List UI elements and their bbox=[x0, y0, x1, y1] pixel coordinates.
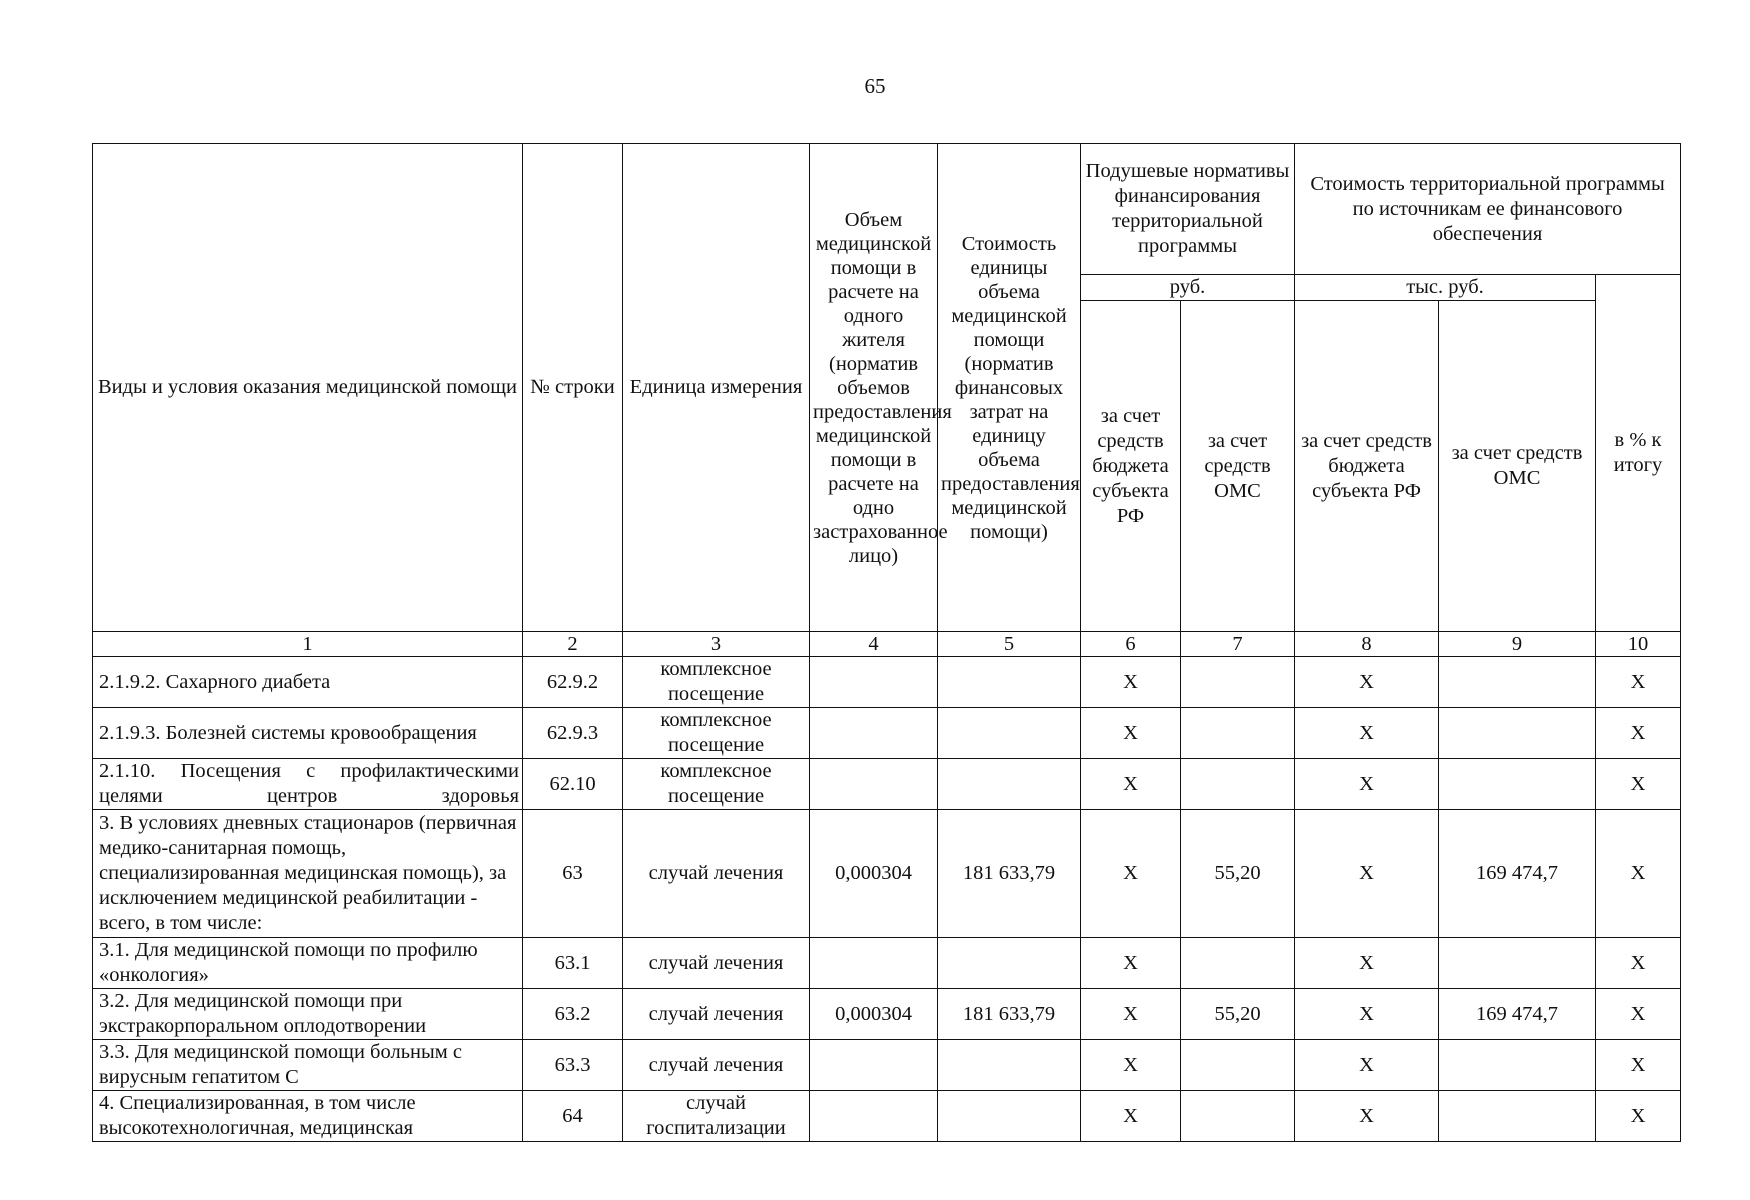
table-header bbox=[93, 144, 1681, 657]
row-unit-cost: 181 633,79 bbox=[938, 810, 1081, 938]
column-number: 9 bbox=[1439, 632, 1596, 657]
row-name: 3.1. Для медицинской помощи по профилю «онкология» bbox=[93, 938, 523, 989]
column-number: 2 bbox=[523, 632, 623, 657]
row-line: 62.10 bbox=[523, 759, 623, 810]
row-percent: X bbox=[1596, 708, 1681, 759]
row-unit: случай госпитализации bbox=[623, 1091, 810, 1142]
row-unit: случай лечения bbox=[623, 810, 810, 938]
row-cost-budget: X bbox=[1295, 759, 1439, 810]
column-number: 3 bbox=[623, 632, 810, 657]
row-cost-oms bbox=[1439, 657, 1596, 708]
header-unit-thousand-rub: тыс. руб. bbox=[1295, 275, 1596, 301]
row-volume bbox=[810, 1091, 938, 1142]
row-pc-oms bbox=[1181, 657, 1295, 708]
financing-table bbox=[92, 143, 1681, 1142]
header-unit: Единица измерения bbox=[623, 144, 810, 632]
table-row bbox=[93, 1040, 1681, 1091]
table-body bbox=[93, 657, 1681, 1142]
row-pc-budget: X bbox=[1081, 657, 1181, 708]
row-volume bbox=[810, 938, 938, 989]
row-unit: комплексное посещение bbox=[623, 657, 810, 708]
row-volume: 0,000304 bbox=[810, 810, 938, 938]
row-percent: X bbox=[1596, 989, 1681, 1040]
row-name: 3. В условиях дневных стационаров (первичная медико-санитарная помощь, специализированная медицинская помощь), за исключением медицинской реабилитации - всего, в том числе: bbox=[93, 810, 523, 938]
column-number: 5 bbox=[938, 632, 1081, 657]
table-row bbox=[93, 657, 1681, 708]
row-line: 63.2 bbox=[523, 989, 623, 1040]
row-volume: 0,000304 bbox=[810, 989, 938, 1040]
header-cost-budget: за счет средств бюджета субъекта РФ bbox=[1295, 301, 1439, 632]
row-percent: X bbox=[1596, 759, 1681, 810]
row-percent: X bbox=[1596, 1091, 1681, 1142]
row-pc-oms bbox=[1181, 1091, 1295, 1142]
row-pc-budget: X bbox=[1081, 989, 1181, 1040]
row-unit-cost bbox=[938, 759, 1081, 810]
header-per-capita-budget: за счет средств бюджета субъекта РФ bbox=[1081, 301, 1181, 632]
header-line-number: № строки bbox=[523, 144, 623, 632]
row-name: 2.1.10. Посещения с профилактическими целями центров здоровья bbox=[93, 759, 523, 810]
row-cost-oms bbox=[1439, 759, 1596, 810]
table-row bbox=[93, 938, 1681, 989]
row-pc-oms bbox=[1181, 938, 1295, 989]
row-cost-budget: X bbox=[1295, 810, 1439, 938]
column-number: 7 bbox=[1181, 632, 1295, 657]
row-unit-cost bbox=[938, 938, 1081, 989]
row-cost-oms bbox=[1439, 938, 1596, 989]
row-cost-oms bbox=[1439, 708, 1596, 759]
row-line: 62.9.2 bbox=[523, 657, 623, 708]
table-row bbox=[93, 1091, 1681, 1142]
row-name: 2.1.9.3. Болезней системы кровообращения bbox=[93, 708, 523, 759]
header-per-capita-oms: за счет средств ОМС bbox=[1181, 301, 1295, 632]
column-number: 6 bbox=[1081, 632, 1181, 657]
row-line: 62.9.3 bbox=[523, 708, 623, 759]
table-row bbox=[93, 759, 1681, 810]
row-name: 3.2. Для медицинской помощи при экстракорпоральном оплодотворении bbox=[93, 989, 523, 1040]
header-cost-oms: за счет средств ОМС bbox=[1439, 301, 1596, 632]
column-number: 1 bbox=[93, 632, 523, 657]
row-unit-cost bbox=[938, 1091, 1081, 1142]
row-unit: комплексное посещение bbox=[623, 708, 810, 759]
row-unit: случай лечения bbox=[623, 1040, 810, 1091]
header-kinds-of-care: Виды и условия оказания медицинской помощи bbox=[93, 144, 523, 632]
table-row bbox=[93, 989, 1681, 1040]
row-pc-budget: X bbox=[1081, 1091, 1181, 1142]
row-name: 3.3. Для медицинской помощи больным с вирусным гепатитом С bbox=[93, 1040, 523, 1091]
row-pc-budget: X bbox=[1081, 938, 1181, 989]
header-unit-cost: Стоимость единицы объема медицинской помощи (норматив финансовых затрат на единицу объема предоставления медицинской помощи) bbox=[938, 144, 1081, 632]
row-pc-oms: 55,20 bbox=[1181, 989, 1295, 1040]
row-cost-budget: X bbox=[1295, 989, 1439, 1040]
table-row bbox=[93, 810, 1681, 938]
row-pc-budget: X bbox=[1081, 1040, 1181, 1091]
row-cost-budget: X bbox=[1295, 657, 1439, 708]
row-line: 64 bbox=[523, 1091, 623, 1142]
row-unit: комплексное посещение bbox=[623, 759, 810, 810]
header-per-capita-norms: Подушевые нормативы финансирования территориальной программы bbox=[1081, 144, 1295, 275]
row-line: 63.1 bbox=[523, 938, 623, 989]
row-cost-oms bbox=[1439, 1091, 1596, 1142]
row-name: 4. Специализированная, в том числе высокотехнологичная, медицинская bbox=[93, 1091, 523, 1142]
row-volume bbox=[810, 708, 938, 759]
column-number: 8 bbox=[1295, 632, 1439, 657]
row-unit: случай лечения bbox=[623, 938, 810, 989]
row-cost-budget: X bbox=[1295, 1040, 1439, 1091]
row-unit-cost bbox=[938, 657, 1081, 708]
row-percent: X bbox=[1596, 938, 1681, 989]
row-unit: случай лечения bbox=[623, 989, 810, 1040]
row-cost-budget: X bbox=[1295, 708, 1439, 759]
row-line: 63 bbox=[523, 810, 623, 938]
header-percent-of-total: в % к итогу bbox=[1596, 275, 1681, 632]
row-unit-cost: 181 633,79 bbox=[938, 989, 1081, 1040]
column-number: 10 bbox=[1596, 632, 1681, 657]
row-pc-oms bbox=[1181, 759, 1295, 810]
column-number-row bbox=[93, 632, 1681, 657]
row-pc-budget: X bbox=[1081, 708, 1181, 759]
row-percent: X bbox=[1596, 1040, 1681, 1091]
header-unit-rub: руб. bbox=[1081, 275, 1295, 301]
row-volume bbox=[810, 657, 938, 708]
row-cost-oms: 169 474,7 bbox=[1439, 810, 1596, 938]
row-volume bbox=[810, 1040, 938, 1091]
row-cost-oms: 169 474,7 bbox=[1439, 989, 1596, 1040]
row-pc-budget: X bbox=[1081, 759, 1181, 810]
row-cost-budget: X bbox=[1295, 938, 1439, 989]
row-volume bbox=[810, 759, 938, 810]
row-name: 2.1.9.2. Сахарного диабета bbox=[93, 657, 523, 708]
row-line: 63.3 bbox=[523, 1040, 623, 1091]
column-number: 4 bbox=[810, 632, 938, 657]
row-pc-oms: 55,20 bbox=[1181, 810, 1295, 938]
header-program-cost: Стоимость территориальной программы по источникам ее финансового обеспечения bbox=[1295, 144, 1681, 275]
row-pc-oms bbox=[1181, 1040, 1295, 1091]
row-unit-cost bbox=[938, 708, 1081, 759]
row-percent: X bbox=[1596, 810, 1681, 938]
row-cost-budget: X bbox=[1295, 1091, 1439, 1142]
row-percent: X bbox=[1596, 657, 1681, 708]
header-volume-per-resident: Объем медицинской помощи в расчете на одного жителя (норматив объемов предоставления медицинской помощи в расчете на одно застрахованное лицо) bbox=[810, 144, 938, 632]
table-row bbox=[93, 708, 1681, 759]
row-cost-oms bbox=[1439, 1040, 1596, 1091]
row-pc-budget: X bbox=[1081, 810, 1181, 938]
row-unit-cost bbox=[938, 1040, 1081, 1091]
row-pc-oms bbox=[1181, 708, 1295, 759]
page-number: 65 bbox=[864, 74, 886, 98]
